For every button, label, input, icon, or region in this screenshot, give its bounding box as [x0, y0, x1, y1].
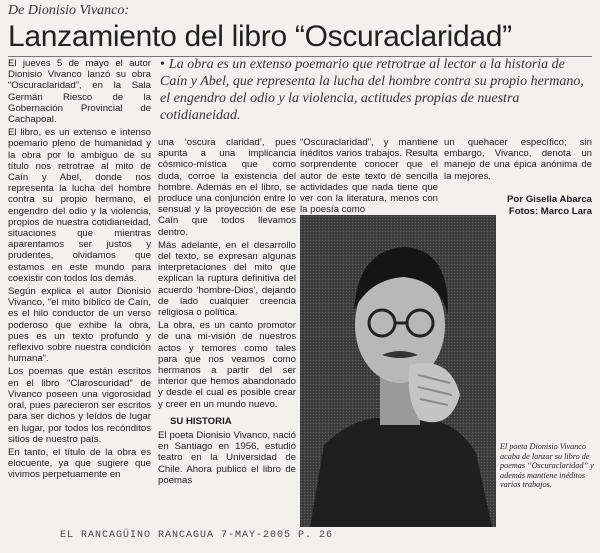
author-credit: Por Gisella Abarca — [507, 194, 592, 205]
paragraph: El libro, es un extenso e intenso poemario pleno de humanidad y la obra por lo ambiguo de su título nos retrotrae al mito de Caín y Abel, donde nos representa la lucha del hombre contra su propio hermano, el engendro del odio y la violencia, propios de nuestra cotidianeidad, situaciones que mientras aparentamos ser justos y prudentes, olvidamos que estamos en este mundo para coexistir con todos los demás. — [8, 127, 151, 284]
text-column-3 — [300, 137, 438, 217]
bullet-icon: • — [160, 57, 165, 72]
article-lead — [160, 56, 590, 124]
paragraph: Más adelante, en el desarrollo del texto, se expresan algunas interpretaciones del mito que explican la ruptura definitiva del acuerdo ‘hombre-Dios’, dejando de lado cualquier creencia religiosa o política. — [158, 239, 296, 319]
lead-text: La obra es un extenso poemario que retrotrae al lector a la historia de Caín y Abel, que representa la lucha del hombre contra su propio hermano, el engendro del odio y la violencia, actitudes propias de nuestra cotidianeidad. — [160, 57, 584, 123]
photo-credit: Fotos: Marco Lara — [508, 206, 592, 217]
text-column-2 — [158, 137, 296, 488]
article-headline: Lanzamiento del libro “Oscuraclaridad” — [8, 20, 512, 53]
photo-caption: El poeta Dionisio Vivanco acaba de lanzar su libro de poemas “Oscuraclaridad” y además mantiene inéditos varios trabajos. — [500, 442, 594, 490]
paragraph: La obra, es un canto promotor de una mi-visión de nuestros actos y temores como tales para que nos veamos como hermanos a partir del ser interior que hemos abandonado y desde el cual es posible crear y creer en un mundo nuevo. — [158, 320, 296, 410]
clipping-source-note: EL RANCAGÜINO RANCAGUA 7-MAY-2005 P. 26 — [60, 530, 334, 541]
text-column-4 — [444, 137, 592, 184]
paragraph: “Oscuraclaridad”, y mantiene inéditos varios trabajos. Resulta sorprendente conocer que el autor de este texto de sencilla actividades que nada tiene que ver con la literatura, menos con la poesía como — [300, 137, 438, 216]
section-subhead: SU HISTORIA — [170, 415, 232, 427]
paragraph: Los poemas que están escritos en el libro “Claroscuridad” de Vivanco poseen una vigorosidad oral, pues parecieron ser escritos para ser dichos y leídos de lugar en lugar, por todos los recónditos sitios de nuestro país. — [8, 366, 151, 445]
paragraph: El poeta Dionisio Vivanco, nació en Santiago en 1956, estudió teatro en la Universidad de Chile. Ahora publicó el libro de poemas — [158, 430, 296, 486]
paragraph: Según explica el autor Dionisio Vivanco, “el mito bíblico de Caín, es el hilo conductor de un verso poderoso que exhibe la obra, pues es un texto profundo y reflexivo sobre nuestra condición humana”. — [8, 286, 151, 365]
article-kicker: De Dionisio Vivanco: — [8, 3, 130, 18]
paragraph: una ‘oscura claridad’, pues apunta a una implicancia cósmico-mística que como duda, corroe la existencia del hombre. Además en el libro, se produce una conjunción entre lo sensual y la proyección de ese Caín que todos llevamos dentro. — [158, 137, 296, 238]
text-column-1 — [8, 58, 151, 483]
author-photo — [300, 215, 496, 527]
paragraph: El jueves 5 de mayo el autor Dionisio Vivanco lanzó su obra “Oscuraclaridad”, en la Sala Germán Riesco de la Gobernación Provincial de Cachapoal. — [8, 58, 151, 126]
paragraph: un quehacer específico; sin embargo, Vivanco, denota un manejo de una épica anónima de la mejores. — [444, 137, 592, 182]
portrait-image — [300, 215, 496, 527]
paragraph: En tanto, el título de la obra es elocuente, ya que sugiere que vivimos perpetuamente en — [8, 446, 151, 481]
